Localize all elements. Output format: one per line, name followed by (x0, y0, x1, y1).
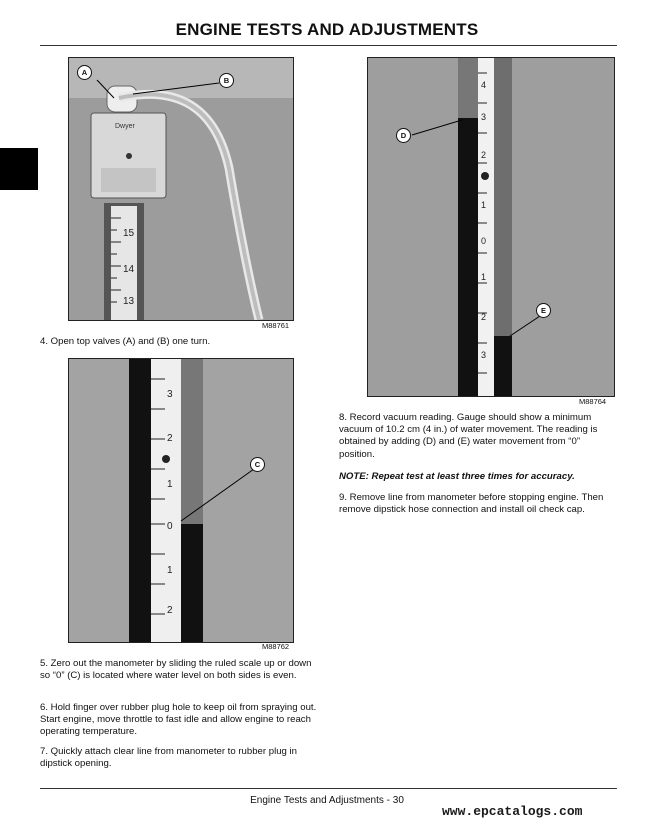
note: NOTE: Repeat test at least three times for accuracy. (339, 471, 575, 482)
step-6: 6. Hold finger over rubber plug hole to keep oil from spraying out. Start engine, move throttle to fast idle and allow engine to reach operating temperature. (40, 702, 317, 738)
figure-valves-photo (68, 57, 294, 321)
callout-d: D (396, 128, 411, 143)
svg-text:1: 1 (481, 200, 487, 210)
gauge-brand-label: Dwyer (115, 123, 135, 130)
svg-text:14: 14 (123, 264, 135, 275)
svg-text:1: 1 (167, 479, 173, 490)
svg-text:2: 2 (167, 433, 173, 444)
svg-text:3: 3 (481, 350, 487, 360)
svg-text:4: 4 (481, 80, 487, 90)
svg-text:3: 3 (167, 389, 173, 400)
page-footer: Engine Tests and Adjustments - 30 (250, 795, 404, 806)
svg-text:1: 1 (481, 272, 487, 282)
callout-a: A (77, 65, 92, 80)
svg-text:2: 2 (481, 150, 487, 160)
step-4: 4. Open top valves (A) and (B) one turn. (40, 336, 211, 347)
svg-text:0: 0 (167, 521, 173, 532)
callout-b: B (219, 73, 234, 88)
figure-code: M88762 (262, 642, 290, 651)
figure-code: M88764 (579, 397, 607, 406)
svg-text:3: 3 (481, 112, 487, 122)
step-7: 7. Quickly attach clear line from manometer to rubber plug in dipstick opening. (40, 746, 298, 770)
step-8: 8. Record vacuum reading. Gauge should show a minimum vacuum of 10.2 cm (4 in.) of water movement. The reading is obtained by adding (D) and (E) water movement from “0” position. (339, 412, 598, 460)
section-tab (0, 148, 38, 190)
figure-vacuum-reading-photo (367, 57, 615, 397)
svg-text:2: 2 (481, 312, 487, 322)
figure-code: M88761 (262, 321, 290, 330)
svg-text:15: 15 (123, 228, 135, 239)
step-9: 9. Remove line from manometer before stopping engine. Then remove dipstick hose connection and install oil check cap. (339, 492, 604, 516)
page-title: ENGINE TESTS AND ADJUSTMENTS (175, 20, 479, 39)
svg-text:2: 2 (167, 605, 173, 616)
svg-text:0: 0 (481, 236, 487, 246)
footer-rule (40, 788, 617, 789)
svg-text:1: 1 (167, 565, 173, 576)
step-5: 5. Zero out the manometer by sliding the ruled scale up or down so “0” (C) is located where water level on both sides is even. (40, 658, 312, 682)
figure-manometer-zero-photo (68, 358, 294, 643)
header-rule (40, 45, 617, 46)
watermark: www.epcatalogs.com (442, 804, 583, 819)
callout-c: C (250, 457, 265, 472)
callout-e: E (536, 303, 551, 318)
svg-text:13: 13 (123, 296, 135, 307)
